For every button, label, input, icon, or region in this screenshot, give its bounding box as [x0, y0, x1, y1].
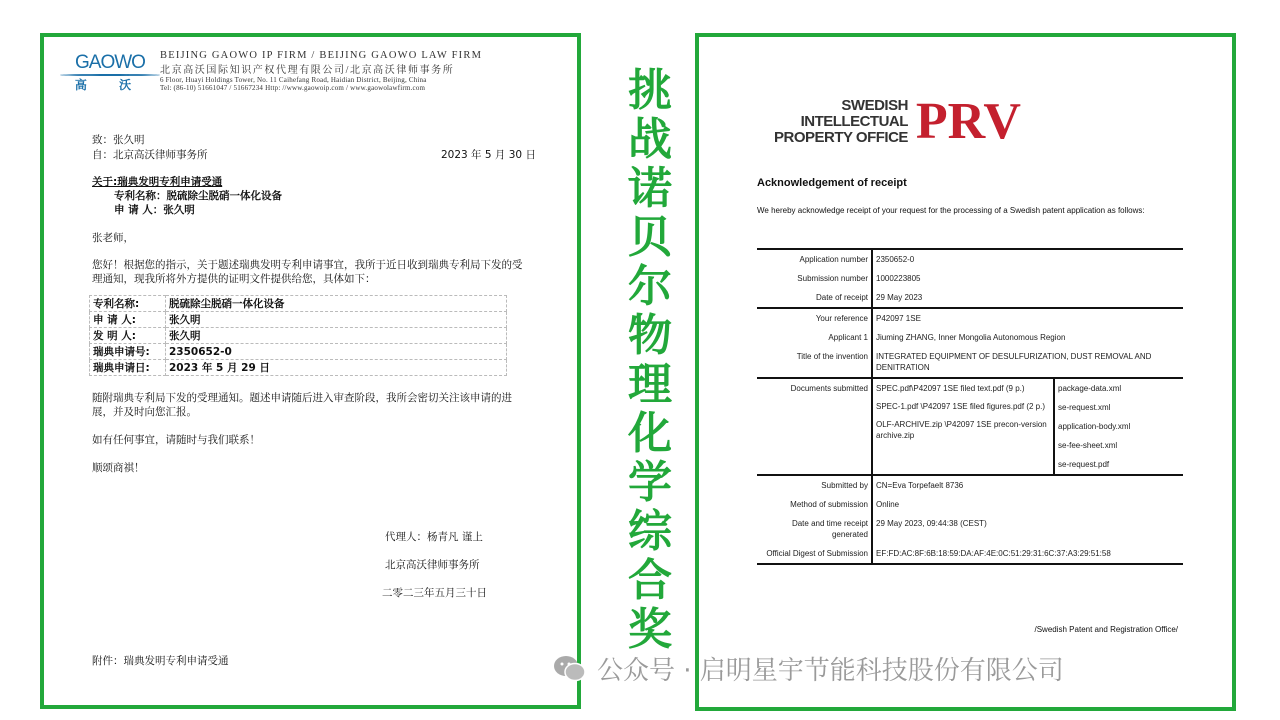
cell: 2023 年 5 月 29 日: [166, 360, 507, 376]
office-signature: /Swedish Patent and Registration Office/: [1034, 625, 1178, 634]
firm-name-cn: 北京高沃国际知识产权代理有限公司/北京高沃律师事务所: [160, 65, 455, 76]
field-value: Online: [876, 500, 900, 509]
table-row: [90, 312, 507, 328]
cell: 脱硫除尘脱硝一体化设备: [166, 296, 507, 312]
cell: 瑞典申请号:: [90, 344, 166, 360]
documents-list: [872, 378, 1054, 475]
cell: 专利名称:: [90, 296, 166, 312]
logo-line: SWEDISH: [841, 97, 908, 114]
table-row: [90, 328, 507, 344]
cell: 申 请 人:: [90, 312, 166, 328]
file-item: package-data.xml: [1058, 384, 1122, 393]
firm-address: 6 Floor, Huayi Holdings Tower, No. 11 Caihefang Road, Haidian District, Beijing, China: [160, 76, 427, 84]
field-label: Your reference: [757, 308, 872, 328]
prv-logo: [774, 93, 1021, 150]
field-label: Official Digest of Submission: [757, 544, 872, 564]
logo-text: GAOWO: [75, 52, 145, 73]
field-value: EF:FD:AC:8F:6B:18:59:DA:AF:4E:0C:51:29:31:6C:37:A3:29:51:58: [872, 544, 1183, 564]
field-label: Method of submission: [757, 495, 872, 514]
to-line: 致：张久明: [92, 134, 145, 146]
file-item: se-request.pdf: [1058, 460, 1110, 469]
field-value: 1000223805: [876, 274, 921, 283]
table-row: [90, 296, 507, 312]
paragraph-3: 如有任何事宜，请随时与我们联系！: [92, 434, 260, 446]
field-value: 29 May 2023: [876, 293, 923, 302]
field-value: P42097 1SE: [872, 308, 1183, 328]
cell: 张久明: [166, 312, 507, 328]
prv-receipt-document: [695, 33, 1236, 711]
letterhead: [160, 50, 482, 92]
agent-signature: 代理人：杨青凡 谨上: [385, 531, 483, 543]
field-label: Applicant 1: [757, 328, 872, 347]
prv-logo-text: [774, 98, 908, 146]
cell: 发 明 人:: [90, 328, 166, 344]
field-label: Date and time receipt generated: [757, 514, 872, 544]
files-list: [1054, 378, 1183, 475]
document-item: OLF-ARCHIVE.zip \P42097 1SE precon-version archive.zip: [876, 420, 1047, 440]
field-label: Submitted by: [757, 475, 872, 495]
from-line: 自：北京高沃律师事务所: [92, 149, 208, 161]
field-value: INTEGRATED EQUIPMENT OF DESULFURIZATION, DUST REMOVAL AND DENITRATION: [876, 352, 1152, 372]
table-row: [90, 344, 507, 360]
logo-line: INTELLECTUAL: [800, 113, 908, 130]
watermark: [553, 650, 1064, 687]
field-value: 2350652-0: [872, 249, 1183, 269]
firm-name-en: BEIJING GAOWO IP FIRM / BEIJING GAOWO LAW FIRM: [160, 50, 483, 61]
closing: 顺颂商祺！: [92, 462, 145, 474]
applicant-line: 申 请 人：张久明: [114, 204, 195, 216]
attachment-line: 附件：瑞典发明专利申请受通: [92, 655, 229, 667]
field-label: Documents submitted: [757, 378, 872, 475]
document-item: SPEC.pdf\P42097 1SE filed text.pdf (9 p.): [876, 384, 1025, 393]
subject: 关于:瑞典发明专利申请受通: [92, 176, 223, 188]
receipt-heading: Acknowledgement of receipt: [757, 177, 907, 189]
cell: 2350652-0: [166, 344, 507, 360]
firm-signature: 北京高沃律师事务所: [385, 559, 480, 571]
cell: 张久明: [166, 328, 507, 344]
logo-cn: 高 沃: [74, 78, 146, 92]
gaowo-logo: [68, 52, 152, 93]
signature-date: 二零二三年五月三十日: [382, 587, 487, 599]
receipt-intro: We hereby acknowledge receipt of your request for the processing of a Swedish patent application as follows:: [757, 206, 1145, 215]
wechat-icon: [553, 655, 587, 683]
field-label: Application number: [757, 249, 872, 269]
patent-name-line: 专利名称：脱硫除尘脱硝一体化设备: [114, 190, 282, 202]
prv-mark: PRV: [915, 93, 1021, 150]
file-item: se-fee-sheet.xml: [1058, 441, 1118, 450]
file-item: se-request.xml: [1058, 403, 1111, 412]
field-value: Jiuming ZHANG, Inner Mongolia Autonomous Region: [876, 333, 1066, 342]
patent-info-table: [89, 295, 507, 376]
paragraph-1: 您好！根据您的指示，关于题述瑞典发明专利申请事宜，我所于近日收到瑞典专利局下发的受理通知，现我所将外方提供的证明文件提供给您，具体如下：: [92, 259, 523, 285]
field-label: Date of receipt: [757, 288, 872, 308]
receipt-table: [757, 248, 1183, 565]
paragraph-2: 随附瑞典专利局下发的受理通知。题述申请随后进入审查阶段，我所会密切关注该申请的进展，并及时向您汇报。: [92, 392, 512, 418]
field-value: 29 May 2023, 09:44:38 (CEST): [876, 519, 987, 528]
greeting: 张老师，: [92, 232, 134, 244]
field-label: Submission number: [757, 269, 872, 288]
letter-date: 2023 年 5 月 30 日: [441, 149, 536, 161]
table-row: [90, 360, 507, 376]
watermark-text: 公众号 · 启明星宇节能科技股份有限公司: [597, 656, 1064, 686]
field-label: Title of the invention: [757, 347, 872, 378]
cell: 瑞典申请日:: [90, 360, 166, 376]
file-item: application-body.xml: [1058, 422, 1131, 431]
document-item: SPEC-1.pdf \P42097 1SE filed figures.pdf (2 p.): [876, 402, 1045, 411]
logo-line: PROPERTY OFFICE: [774, 129, 908, 146]
vertical-title: 挑战诺贝尔物理化学综合奖: [628, 65, 672, 655]
firm-contact: Tel: (86-10) 51661047 / 51667234 Http: //www.gaowoip.com / www.gaowolawfirm.com: [160, 84, 426, 92]
field-value: CN=Eva Torpefaelt 8736: [872, 475, 1183, 495]
